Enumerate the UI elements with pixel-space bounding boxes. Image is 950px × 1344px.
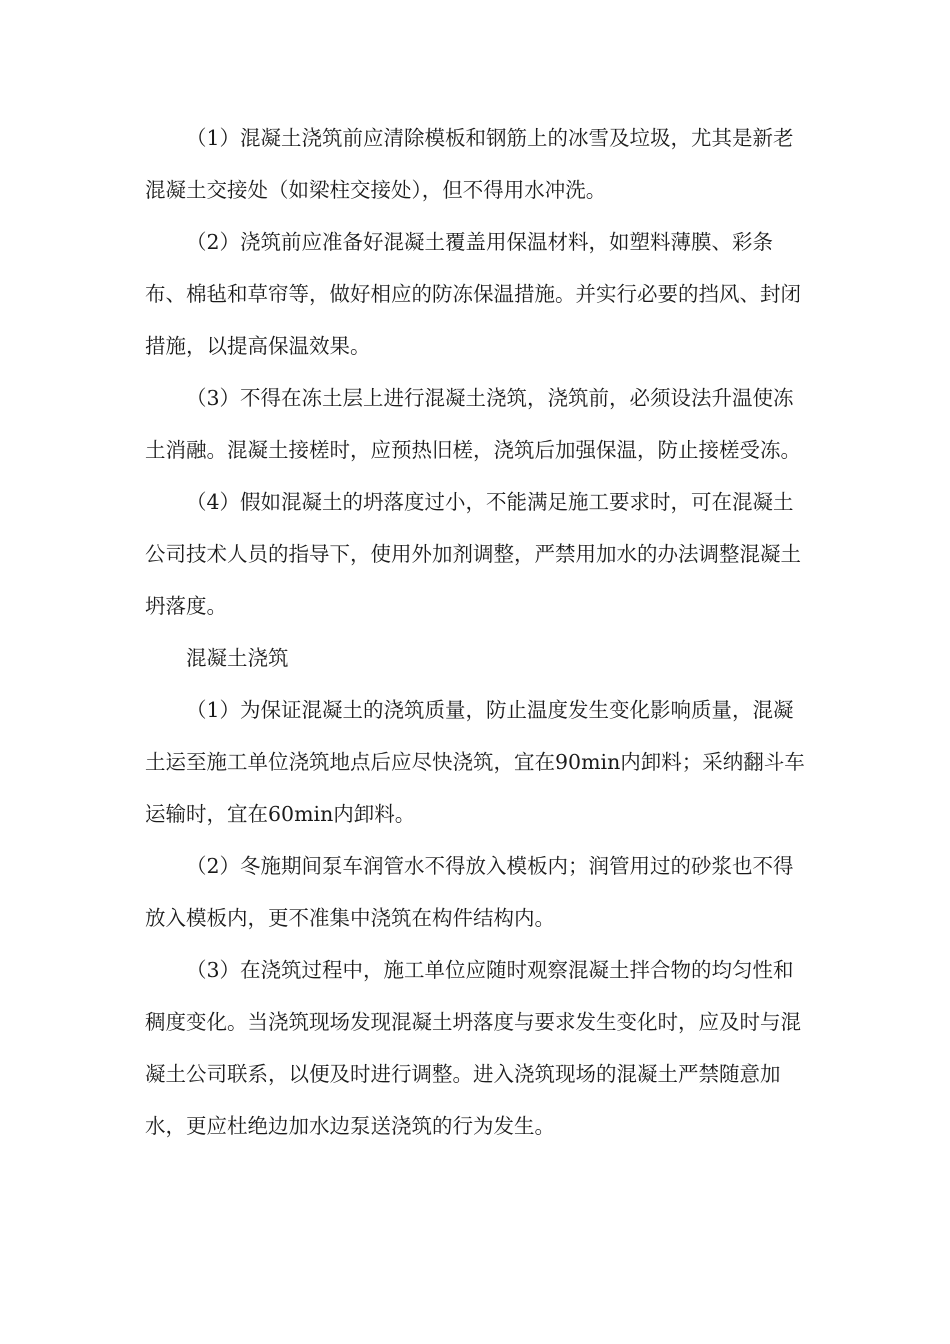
paragraph-pour-2: （2）冬施期间泵车润管水不得放入模板内；润管用过的砂浆也不得放入模板内，更不准集中浇筑在构件结构内。 — [145, 854, 794, 930]
paragraph-prep-4: （4）假如混凝土的坍落度过小，不能满足施工要求时，可在混凝土公司技术人员的指导下，使用外加剂调整，严禁用加水的办法调整混凝土坍落度。 — [145, 490, 801, 618]
paragraph-prep-1: （1）混凝土浇筑前应清除模板和钢筋上的冰雪及垃圾，尤其是新老混凝土交接处（如梁柱交接处），但不得用水冲洗。 — [145, 126, 794, 202]
document-body — [145, 112, 807, 1152]
paragraph-prep-2: （2）浇筑前应准备好混凝土覆盖用保温材料，如塑料薄膜、彩条布、棉毡和草帘等，做好相应的防冻保温措施。并实行必要的挡风、封闭措施，以提高保温效果。 — [145, 230, 801, 358]
paragraph-pour-1: （1）为保证混凝土的浇筑质量，防止温度发生变化影响质量，混凝土运至施工单位浇筑地点后应尽快浇筑，宜在90min内卸料；采纳翻斗车运输时，宜在60min内卸料。 — [145, 698, 805, 826]
paragraph-prep-3: （3）不得在冻土层上进行混凝土浇筑，浇筑前，必须设法升温使冻土消融。混凝土接槎时，应预热旧槎，浇筑后加强保温，防止接槎受冻。 — [145, 386, 801, 462]
paragraph-pour-3: （3）在浇筑过程中，施工单位应随时观察混凝土拌合物的均匀性和稠度变化。当浇筑现场发现混凝土坍落度与要求发生变化时，应及时与混凝土公司联系，以便及时进行调整。进入浇筑现场的混凝土严禁随意加水，更应杜绝边加水边泵送浇筑的行为发生。 — [145, 958, 801, 1138]
section-heading: 混凝土浇筑 — [186, 646, 289, 670]
